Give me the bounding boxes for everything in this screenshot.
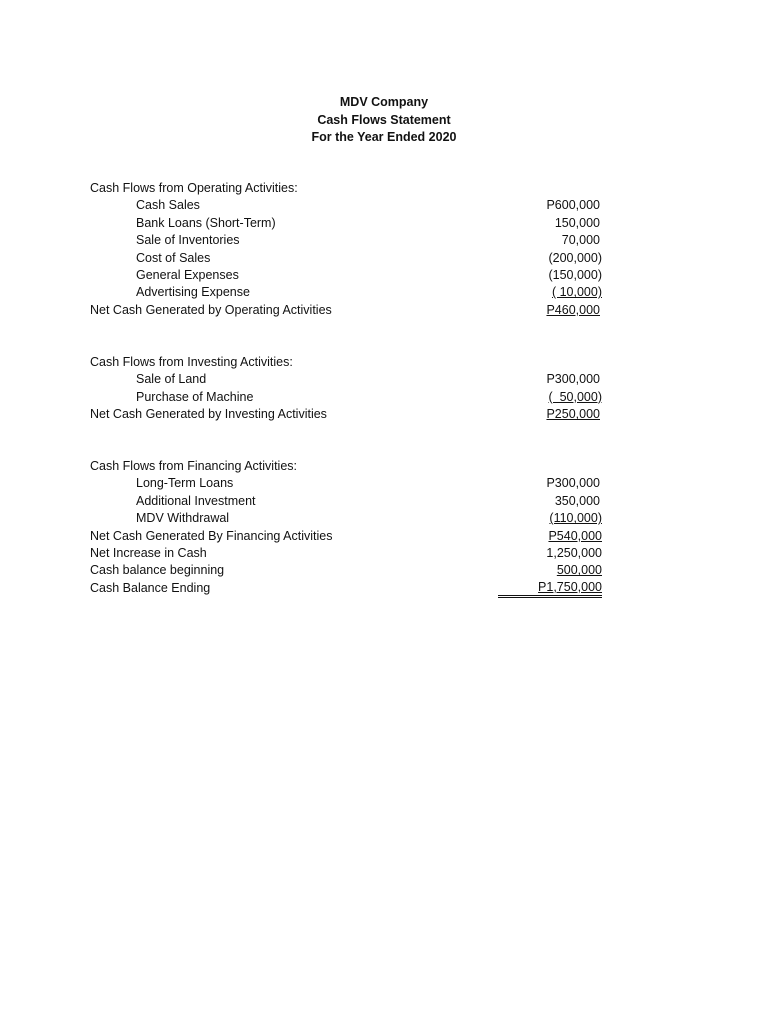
- line-item-amount: P300,000: [546, 476, 600, 491]
- statement-header: [0, 94, 768, 147]
- line-item-amount: 350,000: [554, 493, 600, 508]
- line-item: [0, 267, 768, 284]
- line-item-label: Long-Term Loans: [136, 476, 234, 491]
- line-item-label: Advertising Expense: [136, 285, 250, 300]
- line-item-label: Additional Investment: [136, 493, 256, 508]
- line-item-amount: (150,000): [548, 267, 602, 282]
- total-label: Net Cash Generated by Operating Activities: [90, 302, 332, 317]
- line-item-amount: 150,000: [554, 215, 600, 230]
- beginning-balance-amount: 500,000: [556, 563, 602, 578]
- ending-balance-amount: P1,750,000: [498, 580, 602, 598]
- operating-section: [0, 180, 768, 319]
- line-item-label: Cost of Sales: [136, 250, 211, 265]
- line-item-amount: P600,000: [546, 198, 600, 213]
- beginning-balance-label: Cash balance beginning: [90, 563, 225, 578]
- total-amount: P540,000: [548, 528, 602, 543]
- section-total: [0, 406, 768, 423]
- line-item: [0, 510, 768, 527]
- investing-section: [0, 354, 768, 424]
- section-total: [0, 528, 768, 545]
- line-item-amount: ( 50,000): [548, 389, 602, 404]
- line-item-amount: (110,000): [549, 511, 602, 526]
- financing-section: [0, 458, 768, 597]
- investing-heading: Cash Flows from Investing Activities:: [90, 355, 293, 369]
- section-total: [0, 302, 768, 319]
- summary-row: [0, 580, 768, 597]
- summary-row: [0, 545, 768, 562]
- net-increase-label: Net Increase in Cash: [90, 545, 207, 560]
- line-item: [0, 493, 768, 510]
- line-item-amount: (200,000): [548, 250, 602, 265]
- line-item-label: MDV Withdrawal: [136, 511, 230, 526]
- line-item-label: Sale of Inventories: [136, 233, 240, 248]
- line-item: [0, 284, 768, 301]
- company-name: MDV Company: [339, 95, 429, 109]
- line-item: [0, 371, 768, 388]
- line-item: [0, 475, 768, 492]
- line-item-label: Cash Sales: [136, 198, 200, 213]
- line-item-label: Purchase of Machine: [136, 389, 254, 404]
- line-item: [0, 389, 768, 406]
- total-amount: P250,000: [546, 407, 600, 422]
- ending-balance-label: Cash Balance Ending: [90, 580, 211, 595]
- line-item: [0, 250, 768, 267]
- line-item: [0, 215, 768, 232]
- line-item-amount: ( 10,000): [551, 285, 602, 300]
- statement-period: For the Year Ended 2020: [311, 130, 457, 144]
- line-item-label: Sale of Land: [136, 372, 207, 387]
- total-label: Net Cash Generated By Financing Activities: [90, 528, 333, 543]
- operating-heading: Cash Flows from Operating Activities:: [90, 181, 298, 195]
- line-item-label: Bank Loans (Short-Term): [136, 215, 276, 230]
- line-item: [0, 232, 768, 249]
- line-item-amount: 70,000: [561, 233, 600, 248]
- total-amount: P460,000: [546, 302, 600, 317]
- line-item: [0, 197, 768, 214]
- statement-title: Cash Flows Statement: [317, 112, 451, 127]
- total-label: Net Cash Generated by Investing Activities: [90, 407, 327, 422]
- summary-row: [0, 562, 768, 579]
- line-item-amount: P300,000: [546, 372, 600, 387]
- net-increase-amount: 1,250,000: [546, 545, 602, 560]
- line-item-label: General Expenses: [136, 267, 239, 282]
- financing-heading: Cash Flows from Financing Activities:: [90, 459, 298, 473]
